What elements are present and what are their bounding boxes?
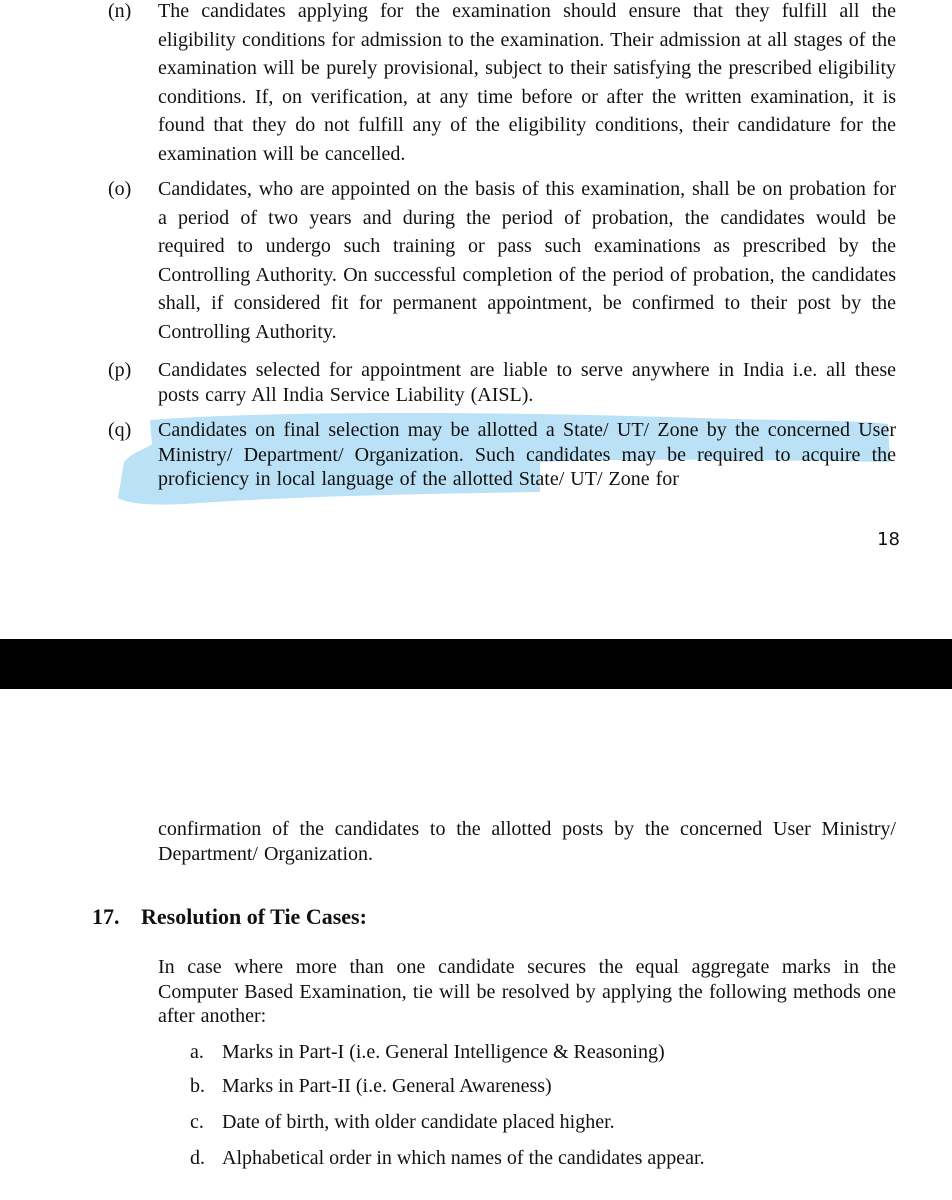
continuation-text: confirmation of the candidates to the allotted posts by the concerned User Ministry/ Department/ Organization. (158, 818, 896, 865)
method-item-b: Marks in Part-II (i.e. General Awareness) (222, 1075, 552, 1097)
clause-marker-n: (n) (108, 0, 132, 22)
method-letter-c: c. (190, 1111, 204, 1133)
clause-text-o: Candidates, who are appointed on the basis of this examination, shall be on probation for a period of two years and during the period of probation, the candidates would be required to undergo such training or pass such examinations as prescribed by the Controlling Authority. On successful completion of the period of probation, the candidates shall, if considered fit for permanent appointment, be confirmed to their post by the Controlling Authority. (158, 178, 896, 343)
method-letter-a: a. (190, 1041, 204, 1063)
method-letter-b: b. (190, 1075, 205, 1097)
section-intro: In case where more than one candidate secures the equal aggregate marks in the Computer Based Examination, tie will be resolved by applying the following methods one after another: (158, 956, 896, 1027)
method-item-d: Alphabetical order in which names of the candidates appear. (222, 1147, 705, 1169)
section-title: Resolution of Tie Cases: (141, 904, 367, 929)
section-number: 17. (92, 904, 120, 929)
page-separator-band (0, 639, 952, 689)
clause-text-p: Candidates selected for appointment are liable to serve anywhere in India i.e. all these posts carry All India Service Liability (AISL). (158, 359, 896, 406)
clause-marker-p: (p) (108, 359, 132, 381)
page-number: 18 (877, 529, 900, 550)
method-item-c: Date of birth, with older candidate placed higher. (222, 1111, 615, 1133)
clause-text-q: Candidates on final selection may be allotted a State/ UT/ Zone by the concerned User Ministry/ Department/ Organization. Such candidates may be required to acquire the proficiency in local language of the allotted State/ UT/ Zone for (158, 419, 896, 490)
clause-text-n: The candidates applying for the examination should ensure that they fulfill all the eligibility conditions for admission to the examination. Their admission at all stages of the examination will be purely provisional, subject to their satisfying the prescribed eligibility conditions. If, on verification, at any time before or after the written examination, it is found that they do not fulfill any of the eligibility conditions, their candidature for the examination will be cancelled. (158, 0, 896, 165)
clause-marker-o: (o) (108, 178, 132, 200)
method-item-a: Marks in Part-I (i.e. General Intelligence & Reasoning) (222, 1041, 665, 1063)
clause-marker-q: (q) (108, 419, 132, 441)
method-letter-d: d. (190, 1147, 205, 1169)
